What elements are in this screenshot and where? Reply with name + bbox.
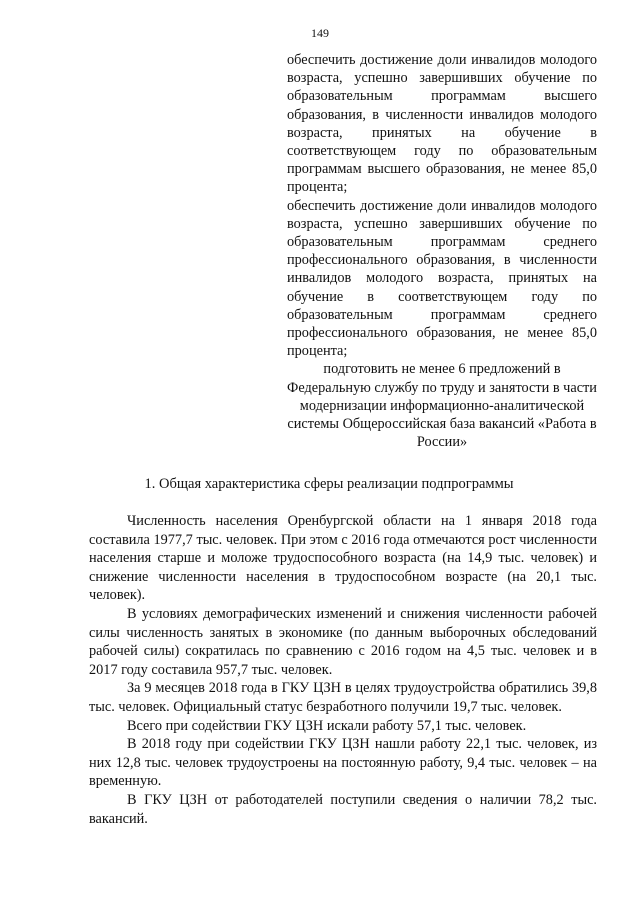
body-paragraph: За 9 месяцев 2018 года в ГКУ ЦЗН в целях трудоустройства обратились 39,8 тыс. человек. Официальный статус безработного получили 19,7 тыс. человек. xyxy=(89,680,597,715)
goal-item: обеспечить достижение доли инвалидов молодого возраста, успешно завершивших обучение по образовательным программам среднего профессионального образования, в численности инвалидов молодого возраста, принятых на обучение в соответствующем году по образовательным программам среднего профессионального образования, не менее 85,0 процента; xyxy=(287,197,597,360)
body-paragraph: В условиях демографических изменений и снижения численности рабочей силы численность занятых в экономике (по данным выборочных обследований рабочей силы) сократилась по сравнению с 2016 годом на 4,5 тыс. человек и в 2017 году составила 957,7 тыс. человек. xyxy=(89,605,597,678)
subprogram-goals-list xyxy=(287,51,597,451)
body-paragraph: Всего при содействии ГКУ ЦЗН искали работу 57,1 тыс. человек. xyxy=(127,717,527,734)
section-heading: 1. Общая характеристика сферы реализации подпрограммы xyxy=(144,476,514,492)
goal-item: подготовить не менее 6 предложений в Федеральную службу по труду и занятости в части модернизации информационно-аналитической системы Общероссийская база вакансий «Работа в России» xyxy=(287,361,597,451)
section-body xyxy=(89,512,597,828)
body-paragraph: Численность населения Оренбургской области на 1 января 2018 года составила 1977,7 тыс. человек. При этом с 2016 года отмечаются рост численности населения старше и моложе трудоспособного возраста (на 14,9 тыс. человек) и снижение численности населения в трудоспособном возрасте (на 20,1 тыс. человек). xyxy=(89,513,597,604)
body-paragraph: В ГКУ ЦЗН от работодателей поступили сведения о наличии 78,2 тыс. вакансий. xyxy=(89,791,597,827)
body-paragraph: В 2018 году при содействии ГКУ ЦЗН нашли работу 22,1 тыс. человек, из них 12,8 тыс. человек трудоустроены на постоянную работу, 9,4 тыс. человек – на временную. xyxy=(89,736,597,790)
goal-item: обеспечить достижение доли инвалидов молодого возраста, успешно завершивших обучение по образовательным программам высшего образования, в численности инвалидов молодого возраста, принятых на обучение в соответствующем году по образовательным программам высшего образования, не менее 85,0 процента; xyxy=(287,52,597,196)
page-number: 149 xyxy=(311,26,329,40)
